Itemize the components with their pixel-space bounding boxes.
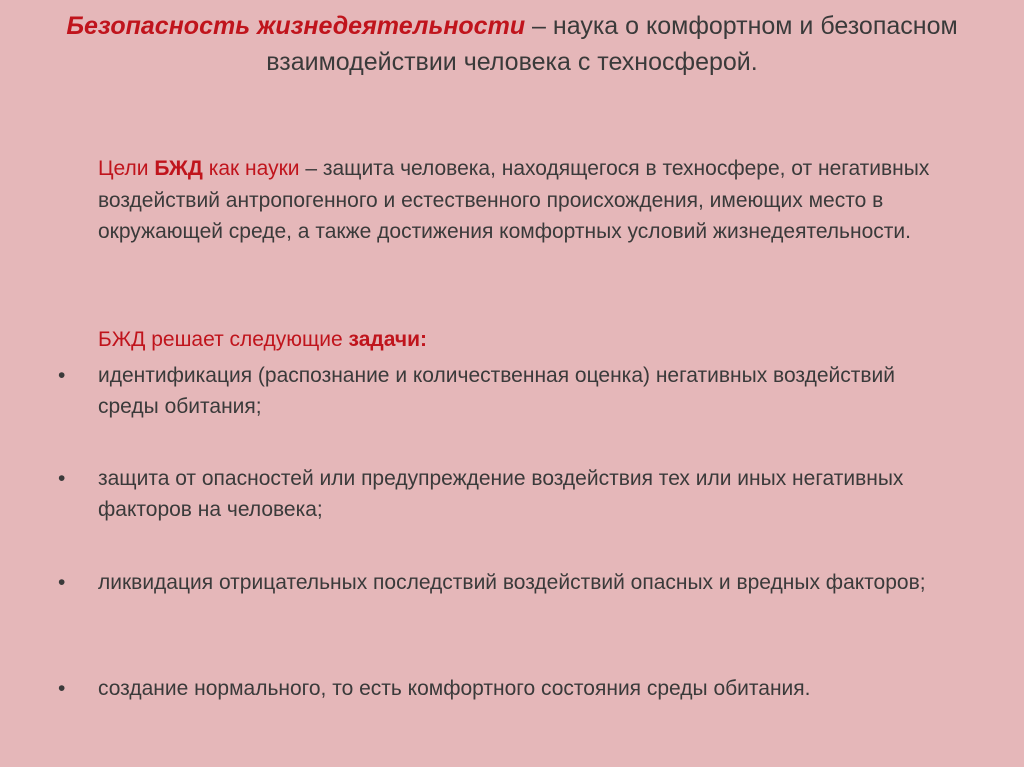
task-text: создание нормального, то есть комфортного состояния среды обитания. bbox=[98, 677, 811, 700]
title-rest-line1: – наука о комфортном и безопасном bbox=[525, 12, 958, 40]
tasks-intro-text: БЖД решает следующие bbox=[98, 328, 349, 351]
bullet-icon: • bbox=[58, 467, 66, 490]
title-accent: Безопасность жизнедеятельности bbox=[66, 12, 526, 40]
task-text: идентификация (распознание и количественная оценка) негативных воздействий среды обитания; bbox=[98, 364, 895, 418]
bullet-icon: • bbox=[58, 677, 66, 700]
tasks-intro bbox=[98, 324, 958, 356]
bullet-icon: • bbox=[58, 571, 66, 594]
task-text: защита от опасностей или предупреждение воздействия тех или иных негативных факторов на человека; bbox=[98, 467, 904, 521]
slide-title bbox=[20, 8, 1004, 80]
title-rest-line2: взаимодействии человека с техносферой. bbox=[266, 48, 758, 76]
goals-label-start: Цели bbox=[98, 157, 155, 180]
tasks-intro-bold: задачи: bbox=[348, 328, 427, 351]
goals-label-end: как науки bbox=[202, 157, 300, 180]
bullet-icon: • bbox=[58, 364, 66, 387]
goals-label-bold: БЖД bbox=[154, 157, 203, 180]
goals-paragraph bbox=[98, 153, 958, 248]
goals-text: – защита человека, находящегося в техносфере, от негативных воздействий антропогенного и естественного происхождения, имеющих место в окружающей среде, а также достижения комфортных условий жизнедеятельности. bbox=[98, 157, 930, 243]
task-text: ликвидация отрицательных последствий воздействий опасных и вредных факторов; bbox=[98, 571, 926, 594]
